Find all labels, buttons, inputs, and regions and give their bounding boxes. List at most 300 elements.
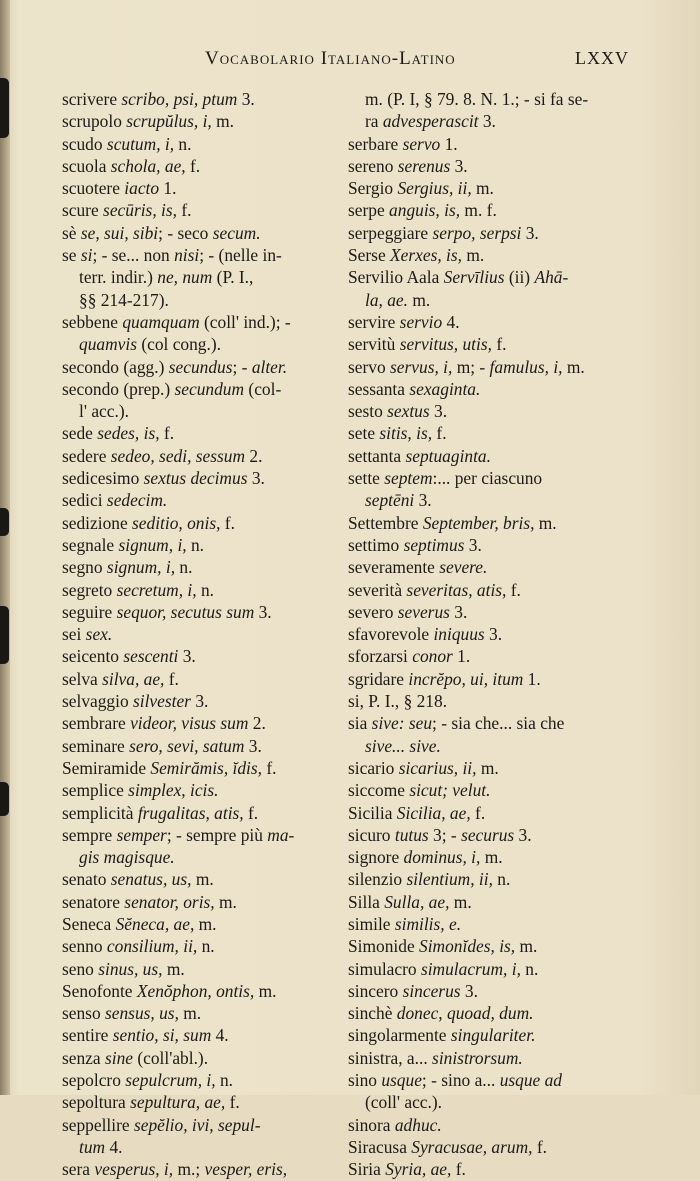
- dictionary-entry: [62, 378, 347, 400]
- dictionary-entry: [62, 891, 347, 913]
- headword: Sicilia: [348, 802, 397, 823]
- translation: iniquus: [433, 624, 485, 645]
- grammar-note: 4.: [211, 1025, 229, 1046]
- dictionary-entry: [62, 980, 347, 1002]
- dictionary-entry: [348, 601, 678, 623]
- dictionary-entry: [348, 846, 678, 868]
- grammar-note: ; - seco: [158, 222, 213, 243]
- dictionary-entry: [62, 779, 347, 801]
- dictionary-entry: [348, 824, 678, 846]
- translation: secum.: [212, 222, 261, 243]
- headword: sepoltura: [62, 1092, 131, 1113]
- dictionary-entry: [348, 802, 678, 824]
- left-column: [62, 88, 347, 1181]
- dictionary-entry: [348, 891, 678, 913]
- running-title: Vocabolario Italiano-Latino: [205, 48, 456, 69]
- headword: seppellire: [62, 1114, 134, 1135]
- dictionary-entry: [62, 88, 347, 110]
- translation: advesperascit: [382, 111, 479, 132]
- headword: scure: [62, 200, 104, 221]
- grammar-note: §§ 214-217).: [79, 289, 169, 310]
- headword: sesto: [348, 401, 388, 422]
- entry-continuation: [62, 846, 347, 868]
- entry-continuation: [62, 1136, 347, 1158]
- dictionary-entry: [62, 222, 347, 244]
- dictionary-entry: [62, 534, 347, 556]
- grammar-note: (coll' acc.).: [365, 1092, 442, 1113]
- grammar-note: (col cong.).: [136, 334, 221, 355]
- translation: sequor, secutus sum: [116, 601, 255, 622]
- translation: servus, i,: [390, 356, 453, 377]
- headword: siccome: [348, 780, 410, 801]
- grammar-note: n.: [520, 958, 539, 979]
- dictionary-entry: [348, 155, 678, 177]
- headword: simile: [348, 913, 395, 934]
- grammar-note: 2.: [245, 445, 263, 466]
- translation: Xerxes, is,: [390, 245, 462, 266]
- headword: scrupolo: [62, 111, 127, 132]
- headword: servo: [348, 356, 391, 377]
- headword: scudo: [62, 133, 107, 154]
- dictionary-entry: [62, 445, 347, 467]
- translation: donec, quoad, dum.: [396, 1003, 534, 1024]
- grammar-note: f.: [225, 1092, 240, 1113]
- translation: sepĕlio, ivi, sepul-: [133, 1114, 261, 1135]
- dictionary-entry: [348, 333, 678, 355]
- translation: gis magisque.: [79, 847, 175, 868]
- translation: sive: seu: [371, 713, 433, 734]
- translation: Sĕneca, ae,: [115, 913, 195, 934]
- headword: Simonide: [348, 936, 420, 957]
- grammar-note: f.: [185, 155, 201, 176]
- dictionary-entry: [348, 445, 678, 467]
- headword: sessanta: [348, 378, 410, 399]
- translation: Ahā-: [534, 267, 569, 288]
- headword: se: [62, 245, 81, 266]
- translation: schola, ae,: [110, 155, 186, 176]
- dictionary-entry: [62, 802, 347, 824]
- translation: frugalitas, atis,: [137, 802, 244, 823]
- translation: Sicilia, ae,: [396, 802, 471, 823]
- headword: sereno: [348, 155, 398, 176]
- grammar-note: ra: [365, 111, 383, 132]
- headword: servire: [348, 311, 400, 332]
- headword: senza: [62, 1047, 105, 1068]
- dictionary-entry: [348, 623, 678, 645]
- headword: selva: [62, 668, 103, 689]
- grammar-note: 3.: [460, 980, 478, 1001]
- translation: serenus: [397, 155, 451, 176]
- translation: vesper, eris,: [204, 1159, 288, 1180]
- grammar-note: ; - sia che... sia che: [432, 713, 565, 734]
- headword: secondo (prep.): [62, 378, 175, 399]
- headword: sè: [62, 222, 81, 243]
- headword: scuola: [62, 155, 111, 176]
- translation: septimus: [403, 534, 465, 555]
- headword: sedicesimo: [62, 468, 144, 489]
- dictionary-entry: [62, 1002, 347, 1024]
- grammar-note: ; - sino a...: [421, 1070, 500, 1091]
- translation: Syria, ae,: [385, 1159, 452, 1180]
- headword: sette: [348, 468, 385, 489]
- entry-continuation: [348, 289, 678, 311]
- headword: sino: [348, 1070, 382, 1091]
- dictionary-entry: [62, 668, 347, 690]
- grammar-note: 3.: [247, 468, 265, 489]
- dictionary-entry: [62, 489, 347, 511]
- translation: si: [80, 245, 93, 266]
- dictionary-entry: [62, 601, 347, 623]
- headword: sei: [62, 624, 86, 645]
- headword: Sergio: [348, 178, 398, 199]
- headword: singolarmente: [348, 1025, 451, 1046]
- dictionary-entry: [62, 356, 347, 378]
- entry-continuation: [62, 400, 347, 422]
- dictionary-entry: [348, 1069, 678, 1091]
- dictionary-entry: [62, 958, 347, 980]
- headword: sedizione: [62, 512, 133, 533]
- grammar-note: (ii): [504, 267, 535, 288]
- translation: septēni: [365, 490, 415, 511]
- grammar-note: ; -: [232, 356, 252, 377]
- grammar-note: 3.: [429, 401, 448, 422]
- grammar-note: 3.: [244, 735, 262, 756]
- headword: sincero: [348, 980, 403, 1001]
- headword: serpeggiare: [348, 222, 433, 243]
- torn-edge-mark: [0, 782, 9, 816]
- entry-continuation: [62, 266, 347, 288]
- headword: Seneca: [62, 913, 116, 934]
- dictionary-entry: [62, 133, 347, 155]
- grammar-note: n.: [186, 534, 205, 555]
- translation: secūris, is,: [103, 200, 177, 221]
- grammar-note: m.: [480, 847, 503, 868]
- translation: silvester: [133, 691, 191, 712]
- dictionary-entry: [62, 244, 347, 266]
- translation: Sergius, ii,: [397, 178, 472, 199]
- grammar-note: 3; -: [428, 824, 462, 845]
- grammar-note: n.: [492, 869, 511, 890]
- translation: incrĕpo, ui, itum: [408, 668, 524, 689]
- dictionary-entry: [62, 623, 347, 645]
- headword: segnale: [62, 534, 119, 555]
- headword: scuotere: [62, 178, 125, 199]
- grammar-note: 3.: [514, 824, 532, 845]
- dictionary-entry: [62, 467, 347, 489]
- translation: quamquam: [122, 311, 200, 332]
- translation: severe.: [439, 557, 488, 578]
- translation: Semirămis, ĭdis,: [150, 757, 262, 778]
- translation: sive... sive.: [365, 735, 441, 756]
- translation: la, ae.: [365, 289, 408, 310]
- dictionary-entry: [348, 980, 678, 1002]
- dictionary-entry: [348, 467, 678, 489]
- dictionary-entry: [348, 868, 678, 890]
- dictionary-entry: [348, 1114, 678, 1136]
- translation: sicut; velut.: [409, 780, 491, 801]
- headword: secondo (agg.): [62, 356, 169, 377]
- translation: consilium, ii,: [106, 936, 198, 957]
- grammar-note: m.: [162, 958, 185, 979]
- headword: severo: [348, 601, 398, 622]
- grammar-note: l' acc.).: [79, 401, 129, 422]
- grammar-note: (col-: [244, 378, 282, 399]
- translation: Simonĭdes, is,: [419, 936, 516, 957]
- translation: signum, i,: [106, 557, 176, 578]
- grammar-note: m.: [211, 111, 234, 132]
- translation: ne, num: [157, 267, 213, 288]
- dictionary-entry: [62, 935, 347, 957]
- translation: scrupŭlus, i,: [126, 111, 212, 132]
- dictionary-entry: [62, 199, 347, 221]
- headword: severamente: [348, 557, 440, 578]
- dictionary-entry: [348, 378, 678, 400]
- translation: usque ad: [499, 1070, 562, 1091]
- entry-continuation: [62, 333, 347, 355]
- translation: singulariter.: [450, 1025, 536, 1046]
- dictionary-entry: [62, 422, 347, 444]
- translation: sepulcrum, i,: [125, 1070, 216, 1091]
- entry-continuation: [348, 489, 678, 511]
- translation: servo: [402, 133, 441, 154]
- translation: sicarius, ii,: [398, 757, 477, 778]
- headword: sete: [348, 423, 380, 444]
- grammar-note: terr. indir.): [79, 267, 158, 288]
- headword: seguire: [62, 601, 117, 622]
- translation: sex.: [85, 624, 113, 645]
- dictionary-entry: [348, 712, 678, 734]
- binding-edge: [0, 0, 10, 1095]
- dictionary-entry: [348, 1002, 678, 1024]
- dictionary-entry: [348, 579, 678, 601]
- dictionary-entry: [348, 757, 678, 779]
- headword: sede: [62, 423, 98, 444]
- headword: seno: [62, 958, 99, 979]
- dictionary-entry: [62, 512, 347, 534]
- grammar-note: m.: [214, 891, 237, 912]
- translation: alter.: [251, 356, 288, 377]
- dictionary-entry: [62, 645, 347, 667]
- headword: settimo: [348, 534, 404, 555]
- grammar-note: m.: [534, 512, 557, 533]
- dictionary-entry: [62, 690, 347, 712]
- page-header: [0, 48, 700, 74]
- dictionary-entry: [62, 311, 347, 333]
- dictionary-entry: [62, 1158, 347, 1180]
- grammar-note: m.: [407, 289, 431, 310]
- grammar-note: (coll'abl.).: [132, 1047, 209, 1068]
- dictionary-entry: [348, 1158, 678, 1180]
- dictionary-entry: [62, 1024, 347, 1046]
- headword: sforzarsi: [348, 646, 413, 667]
- dictionary-entry: [348, 244, 678, 266]
- translation: nisi: [174, 245, 200, 266]
- translation: seditio, onis,: [132, 512, 221, 533]
- headword: sfavorevole: [348, 624, 434, 645]
- grammar-note: 1.: [159, 178, 177, 199]
- translation: sincerus: [402, 980, 461, 1001]
- headword: sinchè: [348, 1003, 397, 1024]
- translation: sedeo, sedi, sessum: [110, 445, 246, 466]
- torn-edge-mark: [0, 78, 9, 138]
- dictionary-entry: [348, 668, 678, 690]
- dictionary-entry: [62, 110, 347, 132]
- translation: Sulla, ae,: [384, 891, 450, 912]
- headword: senato: [62, 869, 111, 890]
- translation: sedecim.: [106, 490, 168, 511]
- translation: sextus decimus: [143, 468, 248, 489]
- headword: sepolcro: [62, 1070, 126, 1091]
- headword: sedici: [62, 490, 107, 511]
- translation: secundus: [168, 356, 233, 377]
- translation: quamvis: [79, 334, 137, 355]
- grammar-note: n.: [197, 936, 215, 957]
- grammar-note: m.: [191, 869, 214, 890]
- headword: sembrare: [62, 713, 131, 734]
- translation: sedes, is,: [97, 423, 160, 444]
- grammar-note: f.: [176, 200, 192, 221]
- translation: similis, e.: [394, 913, 462, 934]
- entry-continuation: [62, 289, 347, 311]
- translation: dominus, i,: [403, 847, 481, 868]
- grammar-note: 4.: [442, 311, 460, 332]
- grammar-note: 1.: [440, 133, 458, 154]
- translation: sexaginta.: [409, 378, 481, 399]
- grammar-note: f.: [470, 802, 486, 823]
- grammar-note: n.: [196, 579, 214, 600]
- headword: simulacro: [348, 958, 421, 979]
- headword: seminare: [62, 735, 130, 756]
- headword: sentire: [62, 1025, 113, 1046]
- dictionary-entry: [348, 534, 678, 556]
- translation: se, sui, sibi: [80, 222, 159, 243]
- translation: sitis, is,: [379, 423, 433, 444]
- headword: si, P. I., § 218.: [348, 691, 448, 712]
- translation: scutum, i,: [106, 133, 175, 154]
- grammar-note: (coll' ind.); -: [199, 311, 291, 332]
- headword: segreto: [62, 579, 117, 600]
- dictionary-entry: [348, 133, 678, 155]
- dictionary-entry: [62, 155, 347, 177]
- translation: simulacrum, i,: [420, 958, 521, 979]
- translation: Servīlius: [443, 267, 505, 288]
- dictionary-entry: [62, 177, 347, 199]
- headword: silenzio: [348, 869, 407, 890]
- grammar-note: 3.: [521, 222, 539, 243]
- headword: serpe: [348, 200, 390, 221]
- headword: Silla: [348, 891, 385, 912]
- grammar-note: f.: [451, 1159, 466, 1180]
- grammar-note: 3.: [464, 534, 482, 555]
- dictionary-entry: [62, 1069, 347, 1091]
- dictionary-entry: [62, 824, 347, 846]
- headword: semplicità: [62, 802, 138, 823]
- grammar-note: ; - se... non: [92, 245, 175, 266]
- headword: Settembre: [348, 512, 423, 533]
- grammar-note: :... per ciascuno: [432, 468, 543, 489]
- headword: senso: [62, 1003, 105, 1024]
- translation: silentium, ii,: [406, 869, 493, 890]
- dictionary-entry: [348, 645, 678, 667]
- headword: Siracusa: [348, 1136, 412, 1157]
- translation: Syracusae, arum,: [411, 1136, 533, 1157]
- translation: vesperus, i,: [94, 1159, 174, 1180]
- grammar-note: 3.: [450, 155, 468, 176]
- translation: senator, oris,: [124, 891, 215, 912]
- headword: sinistra, a...: [348, 1047, 433, 1068]
- grammar-note: m. f.: [460, 200, 497, 221]
- translation: septem: [384, 468, 433, 489]
- headword: severità: [348, 579, 407, 600]
- dictionary-entry: [62, 913, 347, 935]
- headword: senno: [62, 936, 107, 957]
- torn-edge-mark: [0, 508, 9, 536]
- dictionary-entry: [348, 199, 678, 221]
- translation: serpo, serpsi: [432, 222, 522, 243]
- grammar-note: 1.: [523, 668, 541, 689]
- dictionary-entry: [62, 556, 347, 578]
- translation: simplex, icis.: [128, 780, 219, 801]
- entry-continuation: [348, 110, 678, 132]
- headword: sedere: [62, 445, 111, 466]
- right-column: [348, 88, 678, 1181]
- dictionary-entry: [62, 735, 347, 757]
- headword: semplice: [62, 780, 129, 801]
- grammar-note: 3.: [178, 646, 196, 667]
- grammar-note: m.: [471, 178, 494, 199]
- dictionary-entry: [348, 779, 678, 801]
- headword: signore: [348, 847, 404, 868]
- dictionary-entry: [348, 422, 678, 444]
- grammar-note: m.;: [173, 1159, 205, 1180]
- dictionary-entry: [62, 1047, 347, 1069]
- translation: scribo, psi, ptum: [121, 89, 238, 109]
- grammar-note: m.: [449, 891, 472, 912]
- grammar-note: m.: [515, 936, 538, 957]
- translation: severus: [397, 601, 450, 622]
- headword: senatore: [62, 891, 125, 912]
- dictionary-entry: [348, 512, 678, 534]
- grammar-note: f.: [262, 757, 277, 778]
- translation: servio: [399, 311, 443, 332]
- translation: adhuc.: [394, 1114, 442, 1135]
- headword: selvaggio: [62, 691, 133, 712]
- grammar-note: m.: [194, 913, 217, 934]
- translation: ma-: [267, 824, 295, 845]
- grammar-note: m; -: [452, 356, 490, 377]
- translation: tum: [79, 1136, 106, 1157]
- grammar-note: f.: [220, 512, 235, 533]
- headword: sicario: [348, 757, 399, 778]
- dictionary-entry: [348, 556, 678, 578]
- headword: sgridare: [348, 668, 409, 689]
- dictionary-entry: [348, 913, 678, 935]
- dictionary-entry: [62, 757, 347, 779]
- grammar-note: f.: [243, 802, 259, 823]
- translation: sepultura, ae,: [130, 1092, 226, 1113]
- translation: sine: [104, 1047, 133, 1068]
- headword: sia: [348, 713, 372, 734]
- grammar-note: f.: [432, 423, 447, 444]
- dictionary-entry: [348, 1136, 678, 1158]
- grammar-note: f.: [506, 579, 521, 600]
- dictionary-entry: [348, 935, 678, 957]
- grammar-note: f.: [164, 668, 179, 689]
- grammar-note: f.: [491, 334, 507, 355]
- grammar-note: m.: [562, 356, 585, 377]
- grammar-note: m.: [178, 1003, 202, 1024]
- grammar-note: (P. I.,: [212, 267, 254, 288]
